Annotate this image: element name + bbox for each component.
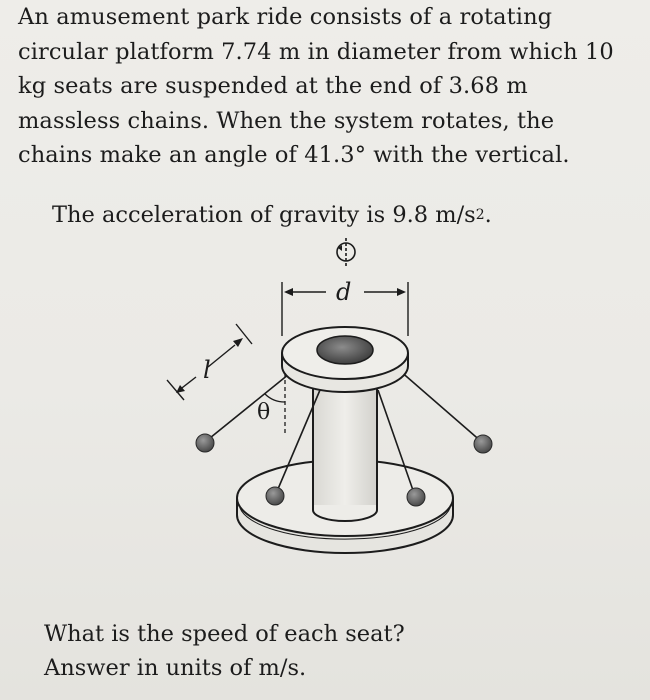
gravity-text: The acceleration of gravity is 9.8 m/s [52, 202, 476, 228]
question-line-2: Answer in units of m/s. [44, 655, 307, 681]
ride-diagram [0, 230, 650, 610]
question [44, 617, 405, 685]
label-theta: θ [257, 400, 271, 425]
central-post [313, 380, 377, 521]
gravity-period: . [484, 202, 492, 228]
top-platform [282, 327, 408, 392]
label-d: d [336, 278, 352, 306]
question-line-1: What is the speed of each seat? [44, 621, 405, 647]
gravity-exponent: 2 [475, 207, 485, 223]
seat-front-right [407, 488, 425, 506]
seat-left [196, 434, 214, 452]
label-l: l [203, 356, 211, 384]
seat-right [474, 435, 492, 453]
problem-text: An amusement park ride consists of a rotating circular platform 7.74 m in diameter from which 10 kg seats are suspended at the end of 3.68 m massless chains. When the system rotates, the chains make an angle of 41.3° with the vertical. [18, 4, 614, 168]
rotation-axis-icon [337, 238, 355, 266]
seat-front-left [266, 487, 284, 505]
problem-statement [18, 0, 618, 173]
